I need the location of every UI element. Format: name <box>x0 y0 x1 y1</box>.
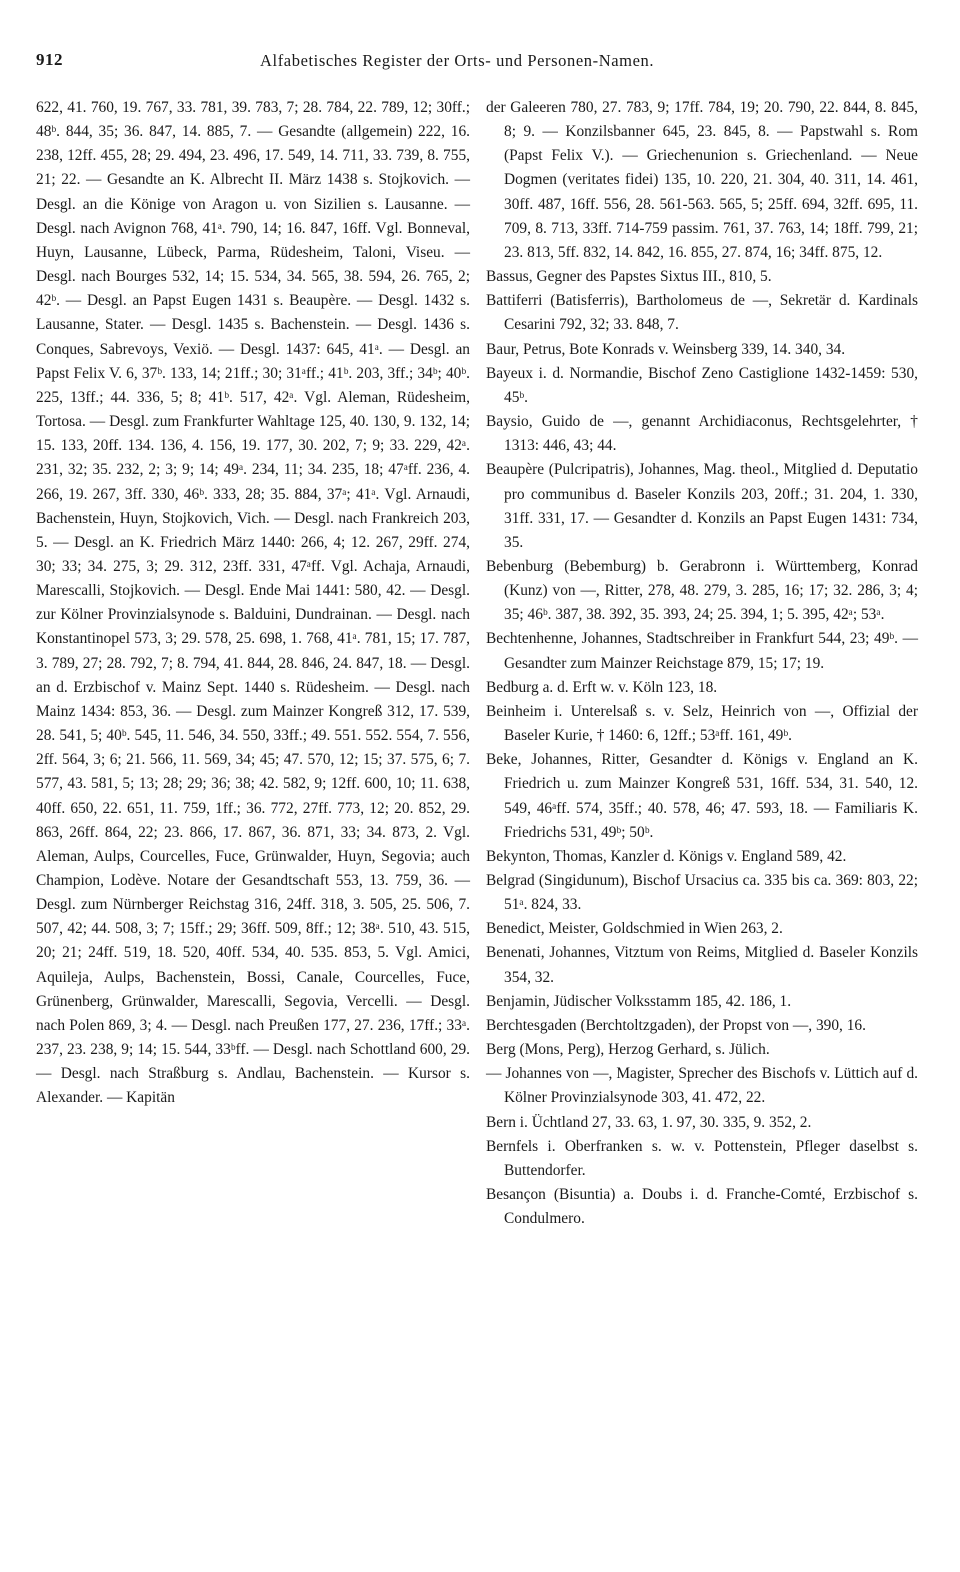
index-entry: Beinheim i. Unterelsaß s. v. Selz, Heinrich von —, Offizial der Baseler Kurie, † 1460: 6, 12ff.; 53ᵃff. 161, 49ᵇ. <box>486 702 918 745</box>
index-entry: Battiferri (Batisferris), Bartholomeus de —, Sekretär d. Kardinals Cesarini 792, 32; 33. 848, 7. <box>486 292 918 334</box>
index-entry: Beaupère (Pulcripatris), Johannes, Mag. theol., Mitglied d. Deputatio pro communibus d. Baseler Konzils 203, 20ff.; 31. 204, 1. 330, 31ff. 331, 17. — Gesandter d. Konzils an Papst Eugen 1431: 734, 35. <box>486 461 918 551</box>
index-entry: Benjamin, Jüdischer Volksstamm 185, 42. 186, 1. <box>486 992 792 1010</box>
index-entry: Bassus, Gegner des Papstes Sixtus III., 810, 5. <box>486 268 772 286</box>
index-entry: Baur, Petrus, Bote Konrads v. Weinsberg 339, 14. 340, 34. <box>486 340 846 358</box>
index-entry: Berchtesgaden (Berchtoltzgaden), der Propst von —, 390, 16. <box>486 1016 866 1034</box>
index-entry: Baysio, Guido de —, genannt Archidiaconus, Rechtsgelehrter, † 1313: 446, 43; 44. <box>486 413 918 455</box>
index-entry: Bernfels i. Oberfranken s. w. v. Pottenstein, Pfleger daselbst s. Buttendorfer. <box>486 1137 918 1179</box>
index-entry: der Galeeren 780, 27. 783, 9; 17ff. 784, 19; 20. 790, 22. 844, 8. 845, 8; 9. — Konzilsbanner 645, 23. 845, 8. — Papstwahl s. Rom (Papst Felix V.). — Griechenunion s. Griechenland. — Neue Dogmen (veritates fidei) 135, 10. 220, 21. 304, 40. 311, 14. 461, 30ff. 487, 16ff. 556, 28. 561-563. 565, 5; 25ff. 694, 32ff. 695, 11. 709, 8. 713, 33ff. 714-759 passim. 761, 37. 763, 14; 18ff. 799, 21; 23. 813, 5ff. 832, 14. 842, 16. 855, 27. 874, 16; 34ff. 875, 12. <box>486 99 918 261</box>
index-entry: Bedburg a. d. Erft w. v. Köln 123, 18. <box>486 678 718 696</box>
page-header <box>36 50 924 76</box>
index-entry: Benenati, Johannes, Vitztum von Reims, Mitglied d. Baseler Konzils 354, 32. <box>486 944 918 986</box>
index-entry: Benedict, Meister, Goldschmied in Wien 263, 2. <box>486 920 783 938</box>
index-entry: Berg (Mons, Perg), Herzog Gerhard, s. Jülich. <box>486 1041 770 1059</box>
index-entry-continuation: 622, 41. 760, 19. 767, 33. 781, 39. 783, 7; 28. 784, 22. 789, 12; 30ff.; 48ᵇ. 844, 35; 36. 847, 14. 885, 7. — Gesandte (allgemein) 222, 16. 238, 12ff. 455, 28; 29. 494, 23. 496, 17. 549, 14. 711, 33. 739, 8. 755, 21; 22. — Gesandte an K. Albrecht II. März 1438 s. Stojkovich. — Desgl. an die Könige von Aragon u. von Sizilien s. Lausanne. — Desgl. nach Avignon 768, 41ᵃ. 790, 14; 16. 847, 16ff. Vgl. Bonneval, Huyn, Lausanne, Lübeck, Parma, Rüdesheim, Taloni, Viseu. — Desgl. nach Bourges 532, 14; 15. 534, 34. 565, 38. 594, 26. 765, 2; 42ᵇ. — Desgl. an Papst Eugen 1431 s. Beaupère. — Desgl. 1432 s. Lausanne, Stater. — Desgl. 1435 s. Bachenstein. — Desgl. 1436 s. Conques, Sabrevoys, Vexiö. — Desgl. 1437: 645, 41ᵃ. — Desgl. an Papst Felix V. 6, 37ᵇ. 133, 14; 21ff.; 30; 31ᵃff.; 41ᵇ. 203, 3ff.; 34ᵇ; 40ᵇ. 225, 13ff.; 44. 336, 5; 8; 41ᵇ. 517, 42ᵃ. Vgl. Aleman, Rüdesheim, Tortosa. — Desgl. zum Frankfurter Wahltage 125, 40. 130, 9. 132, 14; 15. 133, 20ff. 134. 136, 4. 156, 19. 177, 30. 202, 7; 9; 33. 229, 42ᵃ. 231, 32; 35. 232, 2; 3; 9; 14; 49ᵃ. 234, 11; 34. 235, 18; 47ᵃff. 236, 4. 266, 19. 267, 3ff. 330, 46ᵇ. 333, 28; 35. 884, 37ᵃ; 41ᵃ. Vgl. Arnaudi, Bachenstein, Huyn, Stojkovich, Vich. — Desgl. nach Frankreich 203, 5. — Desgl. an K. Friedrich März 1440: 266, 4; 12. 267, 29ff. 274, 30; 33; 34. 275, 3; 29. 312, 23ff. 331, 47ᵃff. Vgl. Achaja, Arnaudi, Marescalli, Stojkovich. — Desgl. Ende Mai 1441: 580, 42. — Desgl. zur Kölner Provinzialsynode s. Balduini, Dundrainan. — Desgl. nach Konstantinopel 573, 3; 29. 578, 25. 698, 1. 768, 41ᵃ. 781, 15; 17. 787, 3. 789, 27; 28. 792, 7; 8. 794, 41. 844, 28. 846, 24. 847, 18. — Desgl. an d. Erzbischof v. Mainz Sept. 1440 s. Rüdesheim. — Desgl. nach Mainz 1434: 853, 36. — Desgl. zum Mainzer Kongreß 312, 17. 539, 28. 541, 5; 40ᵇ. 545, 11. 546, 34. 550, 33ff.; 49. 551. 552. 554, 7. 556, 2ff. 564, 3; 6; 21. 566, 11. 569, 34; 45; 47. 570, 12; 15; 37. 575, 6; 7. 577, 43. 581, 5; 13; 28; 29; 36; 38; 42. 582, 9; 12ff. 600, 10; 11. 638, 40ff. 650, 22. 651, 11. 759, 1ff.; 36. 772, 27ff. 773, 12; 20. 852, 29. 863, 26ff. 864, 22; 23. 866, 17. 867, 36. 871, 33; 34. 873, 2. Vgl. Aleman, Aulps, Courcelles, Fuce, Grünwalder, Huyn, Segovia; auch Champion, Lodève. Notare der Gesandtschaft 553, 13. 759, 36. — Desgl. zum Nürnberger Reichstag 316, 24ff. 318, 3. 505, 25. 506, 7. 507, 42; 44. 508, 3; 7; 15ff.; 29; 36ff. 509, 8ff.; 12; 38ᵃ. 510, 43. 515, 20; 21; 24ff. 519, 18. 520, 40ff. 534, 40. 535. 853, 5. Vgl. Amici, Aquileja, Aulps, Bachenstein, Bossi, Canale, Courcelles, Fuce, Grünenberg, Grünwalder, Marescalli, Segovia, Vercelli. — Desgl. nach Polen 869, 3; 4. — Desgl. nach Preußen 177, 27. 236, 17ff.; 33ᵃ. 237, 23. 238, 9; 14; 15. 544, 33ᵇff. — Desgl. nach Schottland 600, 29. — Desgl. nach Straßburg s. Andlau, Bachenstein. — Kursor s. Alexander. — Kapitän <box>36 99 470 1107</box>
page-number: 912 <box>36 50 63 69</box>
index-entry: Bern i. Üchtland 27, 33. 63, 1. 97, 30. 335, 9. 352, 2. <box>486 1113 812 1131</box>
index-entry: Belgrad (Singidunum), Bischof Ursacius ca. 335 bis ca. 369: 803, 22; 51ᵃ. 824, 33. <box>486 872 918 914</box>
index-entry: Bayeux i. d. Normandie, Bischof Zeno Castiglione 1432-1459: 530, 45ᵇ. <box>486 364 918 406</box>
index-entry: Bechtenhenne, Johannes, Stadtschreiber in Frankfurt 544, 23; 49ᵇ. — Gesandter zum Mainzer Reichstage 879, 15; 17; 19. <box>486 630 918 672</box>
index-entry: Beke, Johannes, Ritter, Gesandter d. Königs v. England an K. Friedrich u. zum Mainzer Kongreß 531, 16ff. 534, 31. 540, 12. 549, 46ᵃff. 574, 35ff.; 40. 578, 46; 47. 593, 18. — Familiaris K. Friedrichs 531, 49ᵇ; 50ᵇ. <box>486 751 918 841</box>
index-entry: Bekynton, Thomas, Kanzler d. Königs v. England 589, 42. <box>486 847 847 865</box>
left-column <box>36 96 470 1111</box>
index-entry: — Johannes von —, Magister, Sprecher des Bischofs v. Lüttich auf d. Kölner Provinzialsynode 303, 41. 472, 22. <box>486 1065 918 1107</box>
index-entry: Besançon (Bisuntia) a. Doubs i. d. Franche-Comté, Erzbischof s. Condulmero. <box>486 1186 918 1228</box>
running-title: Alfabetisches Register der Orts- und Personen-Namen. <box>260 51 655 70</box>
index-entry: Bebenburg (Bebemburg) b. Gerabronn i. Württemberg, Konrad (Kunz) von —, Ritter, 278, 48. 279, 3. 285, 16; 17; 32. 286, 3; 4; 35; 46ᵇ. 387, 38. 392, 35. 393, 24; 25. 394, 1; 5. 395, 42ᵃ; 53ᵃ. <box>486 557 918 624</box>
right-column <box>486 96 918 1231</box>
